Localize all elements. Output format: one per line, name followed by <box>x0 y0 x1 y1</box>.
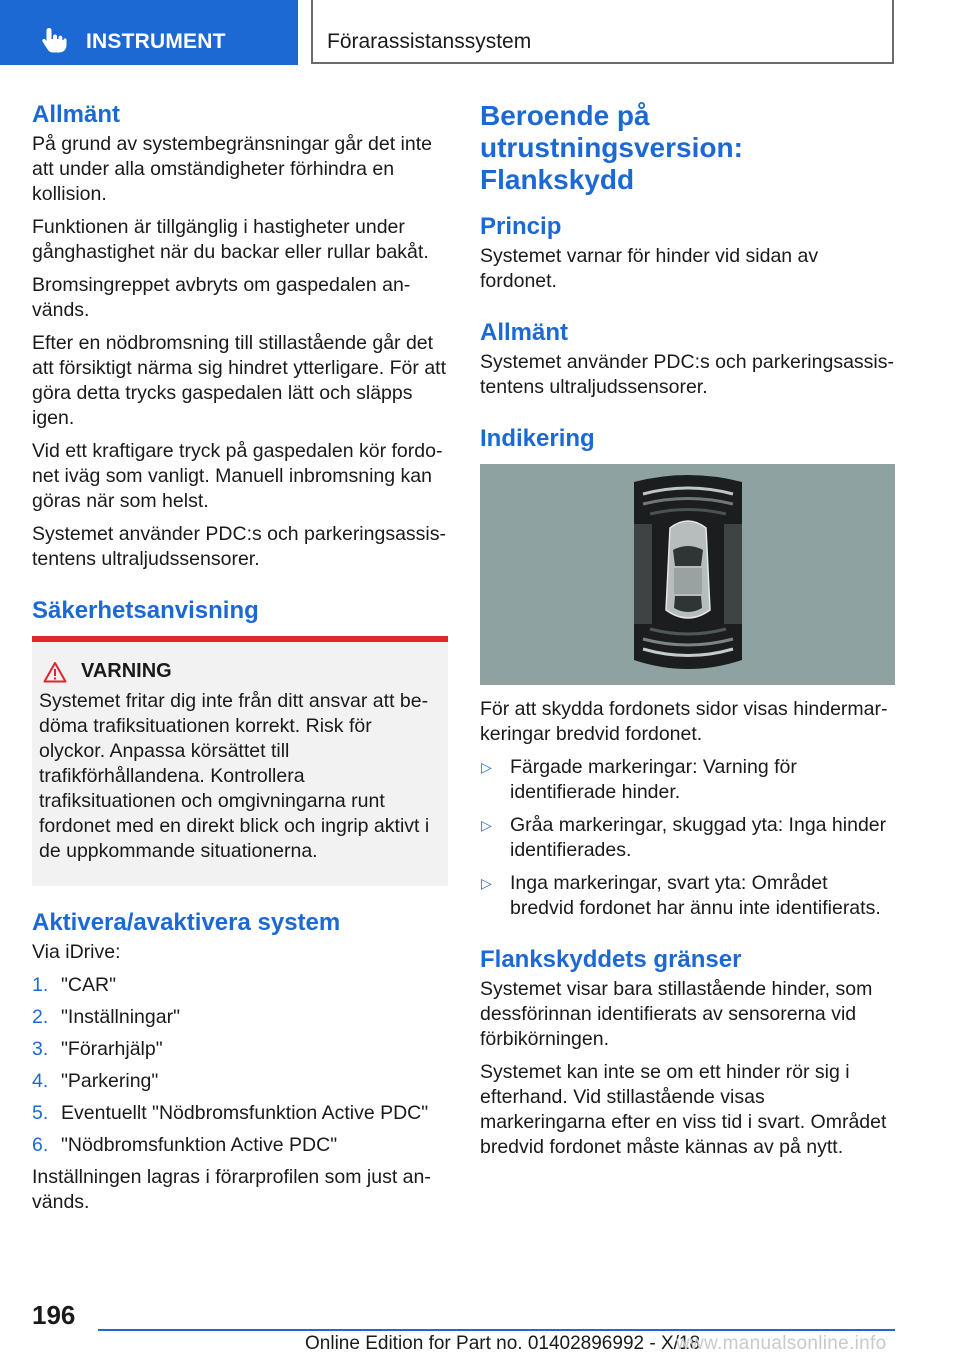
heading-princip: Princip <box>480 213 562 240</box>
paragraph: Systemet visar bara stillastående hinder, som dessförinnan identifierats av sensorerna vid förbikörningen. <box>480 978 873 1050</box>
step-number: 3. <box>32 1038 49 1060</box>
list-item <box>480 755 895 805</box>
warning-triangle-icon <box>43 661 67 683</box>
paragraph: Via iDrive: <box>32 941 121 963</box>
warning-title-row <box>39 660 440 683</box>
heading-allmant: Allmänt <box>32 101 121 128</box>
step-text: "CAR" <box>61 974 117 996</box>
right-column <box>480 100 895 1168</box>
paragraph: På grund av systembegränsningar går det inte att under alla omständigheter förhindra en kollision. <box>32 133 432 205</box>
paragraph: För att skydda fordonets sidor visas hindermarkeringar bredvid fordonet. <box>480 698 888 745</box>
list-item <box>480 871 895 921</box>
bullet-text: Gråa markeringar, skuggad yta: Inga hinder identifierades. <box>510 814 887 861</box>
list-item <box>32 1069 448 1094</box>
footer-divider <box>98 1329 895 1331</box>
step-text: "Parkering" <box>61 1070 159 1092</box>
list-item <box>32 1037 448 1062</box>
list-item <box>32 1133 448 1158</box>
hand-pointer-icon <box>40 26 68 54</box>
paragraph: Systemet använder PDC:s och parkeringsassistentens ultraljudssensorer. <box>480 351 895 398</box>
step-number: 5. <box>32 1102 49 1124</box>
paragraph: Inställningen lagras i förarprofilen som just används. <box>32 1166 431 1213</box>
warning-text: Systemet fritar dig inte från ditt ansvar att bedöma trafiksituationen korrekt. Risk för olyckor. Anpassa körsättet till trafikförhållandena. Kontrollera trafiksituationen och omgivningarna runt fordonet med en direkt blick och ingrip aktivt i de uppkommande situationerna. <box>39 690 430 862</box>
step-list <box>32 973 448 1158</box>
bullet-triangle-icon: ▷ <box>481 759 492 775</box>
heading-aktivera: Aktivera/avaktivera system <box>32 909 341 936</box>
list-item <box>32 1101 448 1126</box>
paragraph: Vid ett kraftigare tryck på gaspedalen kör fordonet iväg som vanligt. Manuell inbromsning kan göras när som helst. <box>32 440 443 512</box>
warning-title: VARNING <box>81 660 172 682</box>
step-text: "Nödbromsfunktion Active PDC" <box>61 1134 338 1156</box>
list-item <box>32 1005 448 1030</box>
page-number: 196 <box>32 1300 76 1330</box>
heading-sakerhetsanvisning: Säkerhetsanvisning <box>32 597 259 624</box>
paragraph: Systemet använder PDC:s och parkeringsassistentens ultraljudssensorer. <box>32 523 447 570</box>
step-number: 2. <box>32 1006 49 1028</box>
step-text: "Förarhjälp" <box>61 1038 163 1060</box>
step-text: Eventuellt "Nödbromsfunktion Active PDC" <box>61 1102 429 1124</box>
paragraph: Systemet kan inte se om ett hinder rör sig i efterhand. Vid stillastående visas markeringarna efter en viss tid i svart. Området bredvid fordonet måste kännas av på nytt. <box>480 1061 887 1158</box>
footer-watermark: www.manualsonline.info <box>676 1333 887 1354</box>
bullet-list <box>480 755 895 921</box>
bullet-triangle-icon: ▷ <box>481 875 492 891</box>
side-protection-image <box>480 464 895 685</box>
chapter-title: Förarassistanssystem <box>327 30 532 53</box>
warning-box <box>32 636 448 886</box>
paragraph: Bromsingreppet avbryts om gaspedalen används. <box>32 274 411 321</box>
heading-indikering: Indikering <box>480 425 595 452</box>
paragraph: Funktionen är tillgänglig i hastigheter under gånghastighet när du backar eller rullar bakåt. <box>32 216 429 263</box>
step-number: 6. <box>32 1134 49 1156</box>
bullet-text: Inga markeringar, svart yta: Området bredvid fordonet har ännu inte identifierats. <box>510 872 881 919</box>
list-item <box>32 973 448 998</box>
chapter-header <box>311 0 894 64</box>
heading-allmant-right: Allmänt <box>480 319 569 346</box>
step-number: 4. <box>32 1070 49 1092</box>
step-number: 1. <box>32 974 49 996</box>
heading-flankskyddets-granser: Flankskyddets gränser <box>480 946 742 973</box>
list-item <box>480 813 895 863</box>
step-text: "Inställningar" <box>61 1006 180 1028</box>
paragraph: Efter en nödbromsning till stillastående går det att försiktigt närma sig hindret ytterligare. För att göra detta trycks gaspedalen lätt och släpps igen. <box>32 332 446 429</box>
bullet-triangle-icon: ▷ <box>481 817 492 833</box>
left-column <box>32 100 448 1223</box>
footer-edition: Online Edition for Part no. 01402896992 - X/18 <box>305 1333 701 1354</box>
header-tab <box>0 0 298 65</box>
header-tab-label: INSTRUMENT <box>86 30 226 53</box>
bullet-text: Färgade markeringar: Varning för identifierade hinder. <box>510 756 797 803</box>
paragraph: Systemet varnar för hinder vid sidan av fordonet. <box>480 245 819 292</box>
section-title: Beroende på utrustningsversion: Flankskydd <box>480 100 743 195</box>
